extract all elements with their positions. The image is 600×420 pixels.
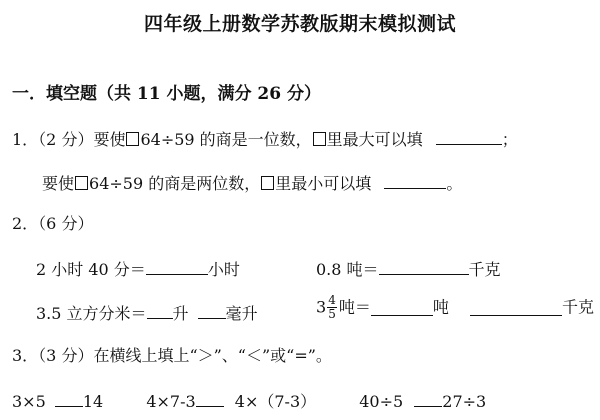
question-3-header: 3．（3 分）在横线上填上“＞”、“＜”或“=”。 <box>12 346 332 365</box>
q1-expression: 64÷59 的商是一位数， <box>140 130 312 149</box>
question-3-expressions <box>12 390 486 412</box>
mixed-number-whole: 3 <box>316 297 327 317</box>
q2-liter-unit: 升 <box>172 304 189 323</box>
question-2-header: 2．（6 分） <box>12 214 94 233</box>
q2-tons-unit: 千克 <box>468 260 501 279</box>
answer-blank-milliliters[interactable] <box>198 302 226 319</box>
q2-volume-label: 3.5 立方分米＝ <box>36 304 147 323</box>
answer-blank-hours[interactable] <box>146 258 208 275</box>
q1-ending: 里最大可以填 <box>326 130 423 149</box>
empty-box-icon <box>75 176 88 190</box>
answer-blank-q1a[interactable] <box>436 128 502 145</box>
expr-2-left: 4×7-3 <box>146 392 196 411</box>
fraction-numerator: 4 <box>328 293 336 307</box>
answer-blank-kg[interactable] <box>470 299 562 316</box>
expr-2-right: 4×（7-3） <box>234 392 317 411</box>
empty-box-icon <box>313 132 326 146</box>
q2-item-tons <box>316 258 501 280</box>
question-1-line-2 <box>42 172 462 194</box>
q2-milliliter-unit: 毫升 <box>225 304 258 323</box>
q2-item-hours <box>36 258 240 280</box>
fraction-denominator: 5 <box>328 307 336 321</box>
expr-3-left: 40÷5 <box>359 392 404 411</box>
compare-blank-1[interactable] <box>55 390 83 407</box>
q1b-prefix: 要使 <box>42 174 75 193</box>
fraction <box>327 294 337 321</box>
expr-1-right: 14 <box>82 392 104 411</box>
answer-blank-tons[interactable] <box>371 299 433 316</box>
q1b-punct: 。 <box>446 174 463 193</box>
answer-blank-q1b[interactable] <box>384 172 446 189</box>
empty-box-icon <box>261 176 274 190</box>
compare-blank-3[interactable] <box>414 390 442 407</box>
compare-blank-2[interactable] <box>196 390 224 407</box>
answer-blank-kilograms[interactable] <box>379 258 469 275</box>
q2-hours-label: 2 小时 40 分＝ <box>36 260 146 279</box>
empty-box-icon <box>126 132 139 146</box>
q2-hours-unit: 小时 <box>207 260 240 279</box>
q2-item-fraction-tons <box>316 294 594 326</box>
expr-3-right: 27÷3 <box>442 392 487 411</box>
q2-kg-unit: 千克 <box>561 297 594 317</box>
answer-blank-liters[interactable] <box>147 302 173 319</box>
question-1-line-1 <box>12 128 518 150</box>
q1b-ending: 里最小可以填 <box>275 174 372 193</box>
section-heading: 一．填空题（共 11 小题，满分 26 分） <box>12 84 321 104</box>
q2-tons-label: 0.8 吨＝ <box>316 260 379 279</box>
q1-punct: ； <box>501 130 518 149</box>
q1b-expression: 64÷59 的商是两位数， <box>89 174 261 193</box>
q2-ton-unit: 吨 <box>432 297 449 317</box>
page-title: 四年级上册数学苏教版期末模拟测试 <box>143 13 456 35</box>
q1-prefix: 1．（2 分）要使 <box>12 130 126 149</box>
q2-fraction-eq: 吨＝ <box>338 297 371 317</box>
expr-1-left: 3×5 <box>12 392 46 411</box>
q2-item-volume <box>36 302 258 324</box>
